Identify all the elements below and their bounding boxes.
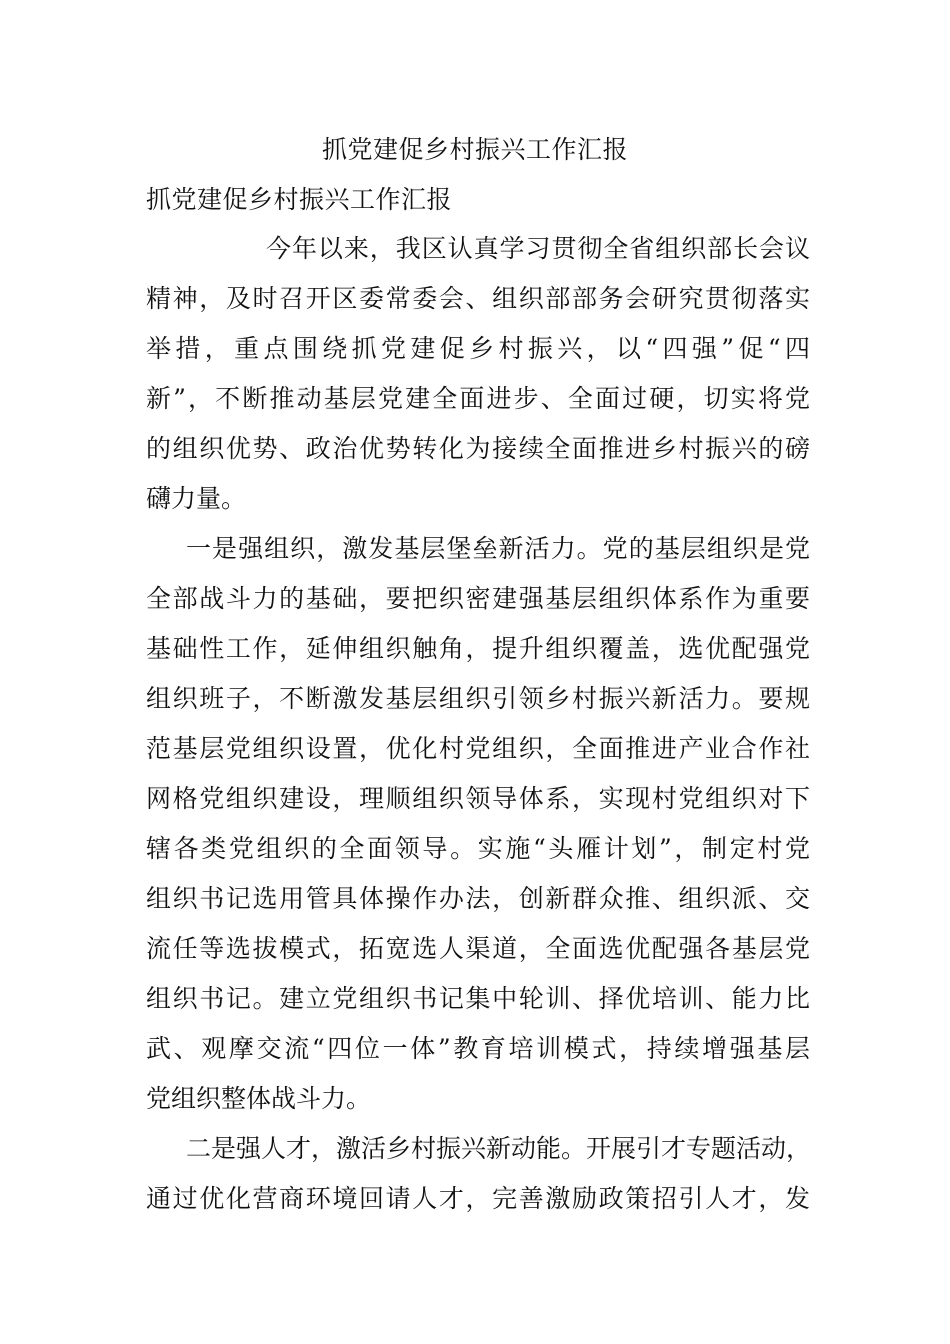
text-line: 流任等选拔模式，拓宽选人渠道，全面选优配强各基层党 (146, 934, 810, 963)
text-line: 一是强组织，激发基层堡垒新活力。党的基层组织是党 (186, 534, 810, 563)
document-subtitle: 抓党建促乡村振兴工作汇报 (146, 185, 453, 214)
text-line: 新”，不断推动基层党建全面进步、全面过硬，切实将党 (146, 384, 810, 413)
text-line: 网格党组织建设，理顺组织领导体系，实现村党组织对下 (146, 784, 810, 813)
document-body (146, 224, 810, 1224)
paragraph-strengthen-organization (146, 524, 810, 1124)
text-line: 组织书记。建立党组织书记集中轮训、择优培训、能力比 (146, 984, 810, 1013)
text-line: 举措，重点围绕抓党建促乡村振兴，以“四强”促“四 (146, 334, 810, 363)
paragraph-intro (146, 224, 810, 524)
text-line: 精神，及时召开区委常委会、组织部部务会研究贯彻落实 (146, 284, 810, 313)
text-line: 礴力量。 (146, 484, 247, 513)
text-line: 全部战斗力的基础，要把织密建强基层组织体系作为重要 (146, 584, 810, 613)
text-line: 辖各类党组织的全面领导。实施“头雁计划”，制定村党 (146, 834, 810, 863)
paragraph-strengthen-talent (146, 1124, 810, 1224)
text-line: 范基层党组织设置，优化村党组织，全面推进产业合作社 (146, 734, 810, 763)
text-line: 武、观摩交流“四位一体”教育培训模式，持续增强基层 (146, 1034, 810, 1063)
text-line: 今年以来，我区认真学习贯彻全省组织部长会议 (266, 234, 810, 263)
text-line: 组织书记选用管具体操作办法，创新群众推、组织派、交 (146, 884, 810, 913)
text-line: 的组织优势、政治优势转化为接续全面推进乡村振兴的磅 (146, 434, 810, 463)
text-line: 基础性工作，延伸组织触角，提升组织覆盖，选优配强党 (146, 634, 810, 663)
document-title: 抓党建促乡村振兴工作汇报 (321, 135, 628, 164)
text-line: 二是强人才，激活乡村振兴新动能。开展引才专题活动， (186, 1134, 812, 1163)
text-line: 组织班子，不断激发基层组织引领乡村振兴新活力。要规 (146, 684, 810, 713)
text-line: 通过优化营商环境回请人才，完善激励政策招引人才，发 (146, 1184, 810, 1213)
text-line: 党组织整体战斗力。 (146, 1084, 372, 1113)
